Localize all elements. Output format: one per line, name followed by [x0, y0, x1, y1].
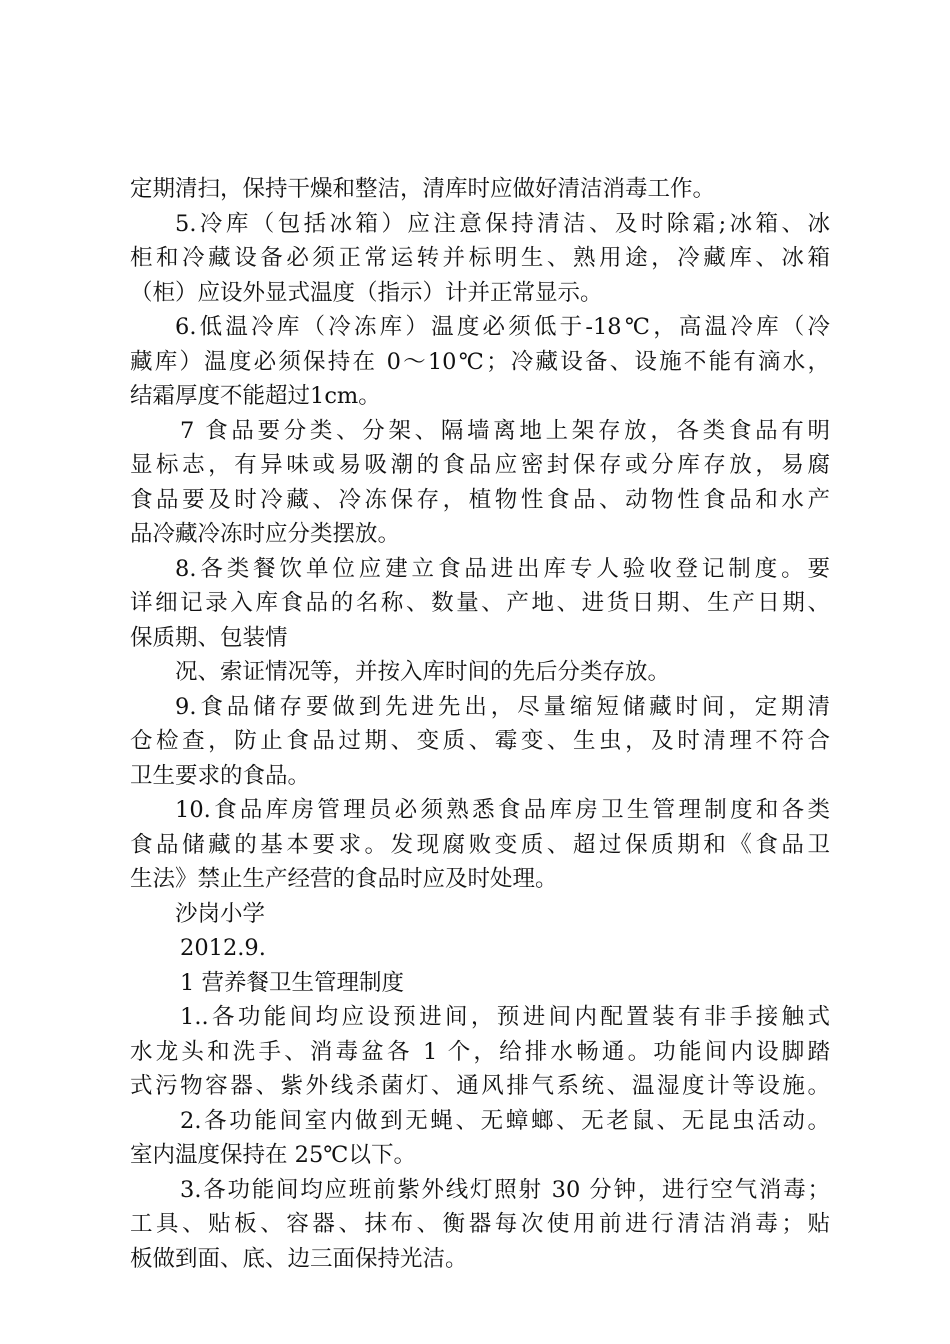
text-line: 7 食品要分类、分架、隔墙离地上架存放，各类食品有明 — [180, 417, 830, 444]
text-line: 食品储藏的基本要求。发现腐败变质、超过保质期和《食品卫 — [130, 831, 830, 858]
text-line: 品冷藏冷冻时应分类摆放。 — [130, 521, 401, 547]
text-line: 板做到面、底、边三面保持光洁。 — [130, 1245, 468, 1272]
text-line: 详细记录入库食品的名称、数量、产地、进货日期、生产日期、 — [130, 590, 830, 616]
text-line: 3.各功能间均应班前紫外线灯照射 30 分钟，进行空气消毒； — [180, 1176, 830, 1203]
text-line: 食品要及时冷藏、冷冻保存，植物性食品、动物性食品和水产 — [130, 486, 830, 513]
text-line: 8.各类餐饮单位应建立食品进出库专人验收登记制度。要 — [175, 555, 830, 582]
text-line: 卫生要求的食品。 — [130, 762, 311, 789]
section-heading: 1 营养餐卫生管理制度 — [180, 969, 404, 996]
signature-date: 2012.9. — [180, 935, 266, 961]
document-body — [130, 172, 830, 1276]
text-line: 结霜厚度不能超过1cm。 — [130, 383, 381, 409]
text-line: 5.冷库（包括冰箱）应注意保持清洁、及时除霜;冰箱、冰 — [175, 210, 830, 237]
text-line: 10.食品库房管理员必须熟悉食品库房卫生管理制度和各类 — [175, 797, 830, 823]
signature-school: 沙岗小学 — [175, 900, 266, 927]
text-line: 式污物容器、紫外线杀菌灯、通风排气系统、温湿度计等设施。 — [130, 1073, 830, 1099]
text-line: 定期清扫，保持干燥和整洁，清库时应做好清洁消毒工作。 — [130, 176, 716, 202]
text-line: 况、索证情况等，并按入库时间的先后分类存放。 — [175, 659, 671, 685]
text-line: 1..各功能间均应设预进间，预进间内配置装有非手接触式 — [180, 1004, 830, 1030]
text-line: 6.低温冷库（冷冻库）温度必须低于-18℃，高温冷库（冷 — [175, 314, 830, 340]
text-line: 保质期、包装情 — [130, 624, 288, 651]
text-line: 2.各功能间室内做到无蝇、无蟑螂、无老鼠、无昆虫活动。 — [180, 1107, 830, 1134]
text-line: 生法》禁止生产经营的食品时应及时处理。 — [130, 866, 558, 892]
text-line: 工具、贴板、容器、抹布、衡器每次使用前进行清洁消毒；贴 — [130, 1211, 830, 1237]
text-line: 藏库）温度必须保持在 0～10℃；冷藏设备、设施不能有滴水， — [130, 348, 830, 375]
text-line: 水龙头和洗手、消毒盆各 1 个，给排水畅通。功能间内设脚踏 — [130, 1038, 830, 1065]
text-line: 仓检查，防止食品过期、变质、霉变、生虫，及时清理不符合 — [130, 728, 830, 754]
text-line: 9.食品储存要做到先进先出，尽量缩短储藏时间，定期清 — [175, 693, 830, 720]
text-line: （柜）应设外显式温度（指示）计并正常显示。 — [130, 279, 603, 306]
text-line: 柜和冷藏设备必须正常运转并标明生、熟用途，冷藏库、冰箱 — [130, 245, 830, 271]
text-line: 室内温度保持在 25℃以下。 — [130, 1142, 416, 1168]
text-line: 显标志，有异味或易吸潮的食品应密封保存或分库存放，易腐 — [130, 452, 830, 478]
